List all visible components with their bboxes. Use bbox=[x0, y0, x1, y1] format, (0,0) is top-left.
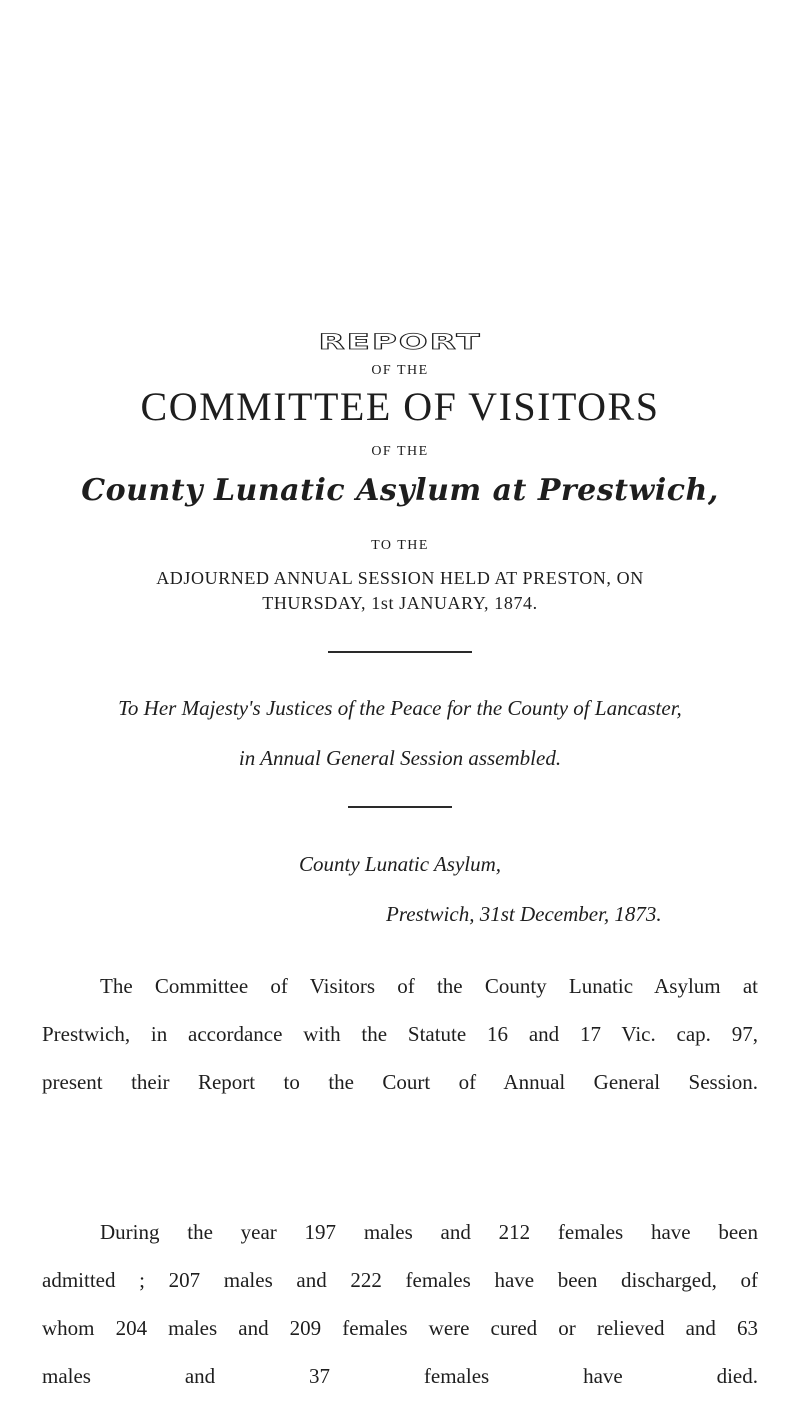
session-line-1: ADJOURNED ANNUAL SESSION HELD AT PRESTON, ON bbox=[156, 568, 644, 588]
to-the-label: TO THE bbox=[371, 538, 429, 553]
paragraph-2-line-1 bbox=[42, 1208, 758, 1256]
paragraph-1 bbox=[42, 962, 758, 1106]
paragraph-2-line-2-text: admitted ; 207 males and 222 females have been discharged, of bbox=[42, 1268, 758, 1292]
paragraph-2-line-3 bbox=[42, 1304, 758, 1352]
of-the-label-2: OF THE bbox=[371, 444, 429, 459]
address-line-2: in Annual General Session assembled. bbox=[238, 746, 562, 770]
paragraph-1-line-1 bbox=[42, 962, 758, 1010]
main-title: COMMITTEE OF VISITORS bbox=[140, 384, 660, 429]
divider-rule-1 bbox=[328, 651, 472, 653]
paragraph-2-line-1-text: During the year 197 males and 212 females have been bbox=[100, 1220, 758, 1244]
place-line-1: County Lunatic Asylum, bbox=[299, 852, 502, 876]
address-line-1: To Her Majesty's Justices of the Peace for the County of Lancaster, bbox=[118, 696, 682, 720]
place-line-2: Prestwich, 31st December, 1873. bbox=[386, 902, 662, 926]
paragraph-1-line-2 bbox=[42, 1010, 758, 1058]
paragraph-1-line-3-text: present their Report to the Court of Annual General Session. bbox=[42, 1070, 758, 1094]
paragraph-2-line-2 bbox=[42, 1256, 758, 1304]
paragraph-1-line-1-text: The Committee of Visitors of the County Lunatic Asylum at bbox=[100, 974, 758, 998]
of-the-label-1: OF THE bbox=[371, 363, 429, 378]
session-line-2: THURSDAY, 1st JANUARY, 1874. bbox=[262, 593, 538, 613]
paragraph-2 bbox=[42, 1208, 758, 1400]
divider-rule-2 bbox=[348, 806, 452, 808]
institution-title: County Lunatic Asylum at Prestwich, bbox=[81, 473, 719, 508]
paragraph-1-line-2-text: Prestwich, in accordance with the Statute 16 and 17 Vic. cap. 97, bbox=[42, 1022, 758, 1046]
paragraph-2-line-4 bbox=[42, 1352, 758, 1400]
report-heading: REPORT bbox=[318, 329, 482, 355]
paragraph-2-line-4-text: males and 37 females have died. bbox=[42, 1364, 758, 1388]
paragraph-2-line-3-text: whom 204 males and 209 females were cured or relieved and 63 bbox=[42, 1316, 758, 1340]
paragraph-1-line-3 bbox=[42, 1058, 758, 1106]
